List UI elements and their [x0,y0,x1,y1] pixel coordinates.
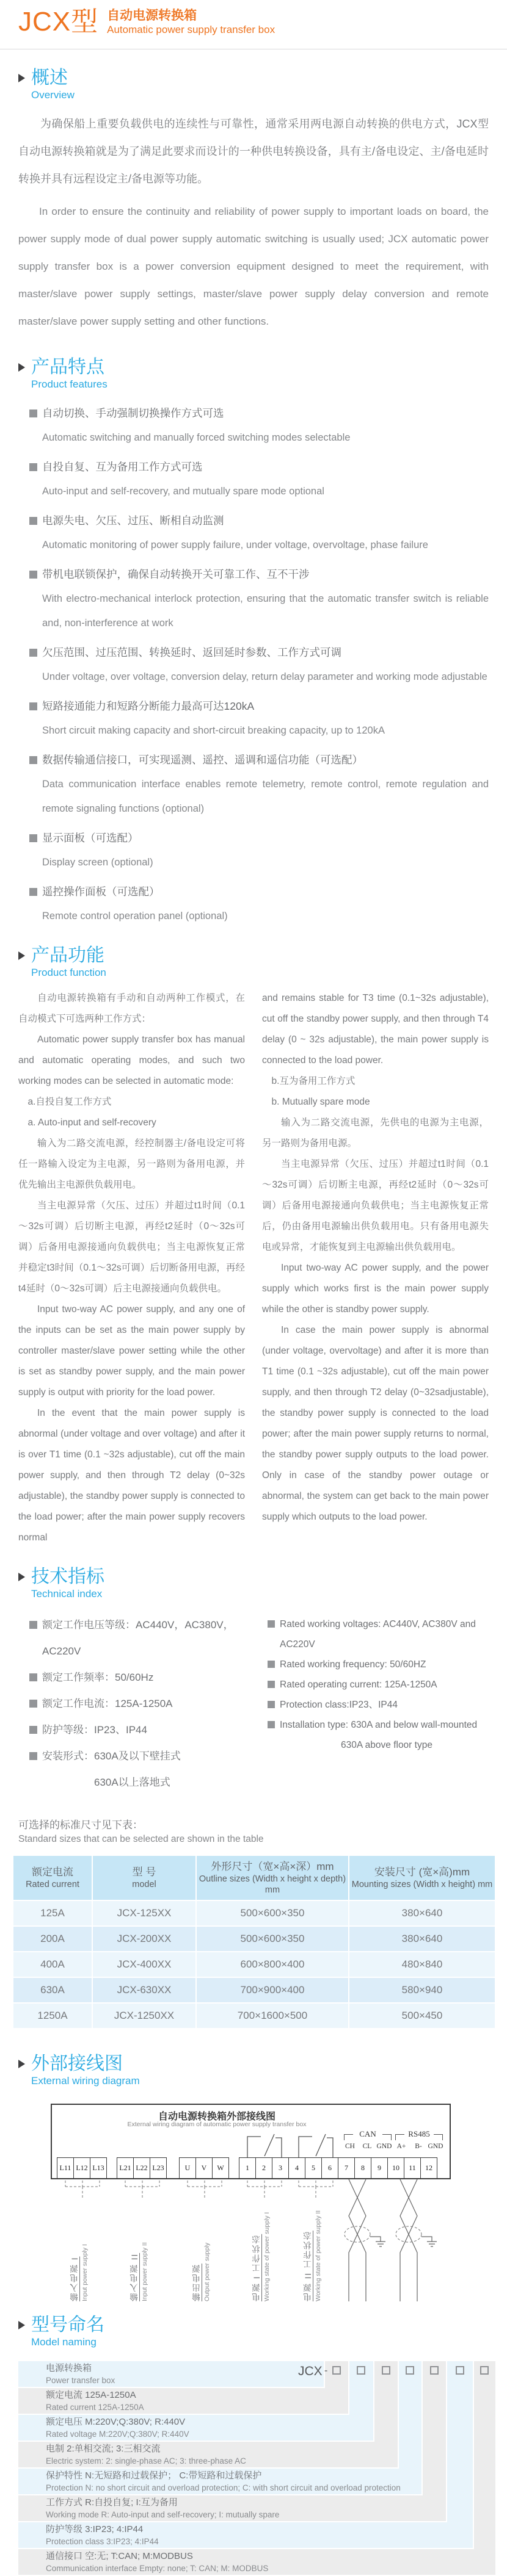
naming-row-cn: 工作方式 R:自投自复; I:互为备用 [46,2497,178,2508]
square-bullet-icon [29,649,37,657]
square-bullet-icon [29,463,37,471]
cell: JCX-400XX [92,1952,196,1977]
group-label-cn: 电源 II 工作状态 [304,2230,313,2301]
group-label-cn: 输入电源 I [70,2256,79,2301]
group-bracket [290,2181,341,2199]
tech-text: 额定工作频率：50/60Hz [42,1672,154,1683]
cell: 600×800×400 [196,1952,349,1977]
group-label-en: Input power supply II [141,2242,148,2301]
group-label-cn: 输入电源 II [130,2253,139,2301]
feature-cn: 欠压范围、过压范围、转换延时、返回延时参数、工作方式可调 [42,646,341,658]
group-bracket [117,2181,168,2199]
terminal: 6 [321,2157,338,2178]
section-title-en: External wiring diagram [31,2075,140,2087]
terminal: 11 [404,2157,421,2178]
cell: 380×640 [349,1900,495,1926]
group-label-state1 [251,2201,272,2301]
section-title-cn: 型号命名 [31,2315,104,2335]
naming-code-box [456,2366,464,2375]
naming-row [46,2389,144,2413]
terminal: 9 [371,2157,388,2178]
function-left-column [18,988,245,1548]
feature-cn: 带机电联锁保护，确保自动转换开关可靠工作、互不干涉 [42,568,310,580]
naming-column [447,2361,473,2522]
feature-en: Under voltage, over voltage, conversion delay, return delay parameter and working mode adjustable [42,671,487,682]
feature-en: Automatic switching and manually forced switching modes selectable [42,432,351,443]
function-paragraph: 输入为二路交流电源，经控制器主/备电设定可将任一路输入设定为主电源，另一路则为备用电源，并优先输出主电源供负载用电。 [18,1138,245,1190]
section-triangle-icon [18,951,25,960]
group-label-en: Working state of power supply II [315,2210,322,2301]
feature-en: Automatic monitoring of power supply failure, under voltage, overvoltage, phase failure [42,539,428,550]
terminal: 3 [272,2157,289,2178]
naming-code-box [430,2366,439,2375]
terminal: L13 [90,2157,107,2178]
cell: 125A [13,1900,92,1926]
cell: 480×840 [349,1952,495,1977]
square-bullet-icon [29,409,37,417]
square-bullet-icon [29,702,37,710]
feature-item [29,879,489,928]
sizes-note-cn: 可选择的标准尺寸见下表： [18,1819,143,1831]
terminal: 10 [387,2157,404,2178]
square-bullet-icon [29,834,37,842]
col-header: 外形尺寸（宽×高×深）mm Outline sizes (Width x height x depth) mm [196,1855,349,1900]
naming-row-cn: 电制 2:单相交流; 3:三相交流 [46,2444,161,2454]
section-function-heading [18,945,507,980]
tech-item [268,1695,487,1715]
table-row [13,1900,495,1926]
cell: JCX-630XX [92,1977,196,2003]
feature-item [29,401,489,450]
cell: 700×1600×500 [196,2003,349,2029]
terminal: 7 [338,2157,355,2178]
cell: 1250A [13,2003,92,2029]
feature-cn: 自动切换、手动强制切换操作方式可选 [42,407,224,419]
tech-item [29,1690,268,1717]
square-bullet-icon [29,1700,37,1708]
function-paragraph: b. Mutually spare mode [271,1097,370,1107]
function-paragraph: 当主电源异常（欠压、过压）并超过t1时间（0.1～32s可调）后切断主电源，再经t2延时（0～32s可调）后备用电源接通向负载供电；当主电源恢复正常并稳定t3时间（0.1～32s可调）后切断备用电源，再经t4延时（0～32s可调）后主电源接通向负载供电。 [18,1200,245,1294]
terminal-group-input1 [57,2157,106,2178]
tech-left-column [29,1612,268,1795]
col-header: 额定电流 Rated current [13,1855,92,1900]
function-paragraph: 输入为二路交流电源，先供电的电源为主电源，另一路则为备用电源。 [262,1117,489,1149]
terminal: L23 [150,2157,167,2178]
product-title-cn: 自动电源转换箱 [107,9,197,23]
pin-label: GND [428,2143,443,2150]
pin-label: CH [345,2143,355,2150]
feature-en: Remote control operation panel (optional) [42,911,228,922]
function-paragraph: Input two-way AC power supply, and any one of the inputs can be set as the main power supply by controller master/slave power setting while the other is set as standby power supply, and the main power supply is output with priority for the load power. [18,1304,245,1398]
naming-row-cn: 额定电流 125A-1250A [46,2390,136,2400]
terminal: L11 [57,2157,74,2178]
naming-row-en: Power transfer box [46,2376,115,2385]
group-label-en: Working state of power supply I [263,2212,271,2301]
tech-item [268,1675,487,1695]
terminal-group-output [179,2157,228,2178]
section-title-en: Model naming [31,2336,97,2348]
section-tech-heading [18,1567,507,1601]
naming-code-box [480,2366,489,2375]
tech-text: 630A above floor type [341,1740,432,1750]
section-features-heading [18,357,507,391]
square-bullet-icon [29,1621,37,1629]
tech-text: Rated working frequency: 50/60HZ [280,1659,426,1670]
feature-item [29,455,489,503]
feature-en: Display screen (optional) [42,857,153,868]
square-bullet-icon [268,1681,275,1688]
tech-item-cont [94,1769,268,1795]
naming-row [46,2415,189,2440]
naming-code-box [357,2366,365,2375]
naming-column [423,2361,446,2495]
pin-label: GND [376,2143,392,2150]
section-triangle-icon [18,363,25,372]
naming-row-en: Communication interface Empty: none; T: CAN; M: MODBUS [46,2564,269,2573]
overview-paragraph-en: In order to ensure the continuity and reliability of power supply to important loads on board, the power supply mode of dual power supply automatic switching is usually used; JCX automatic power supply transfer box is a power conversion equipment designed to meet the requirement, with master/slave power supply settings, master/slave power supply delay conversion and remote master/slave power supply setting and other functions. [18,206,489,327]
naming-column [325,2361,348,2388]
overview-paragraph-cn: 为确保船上重要负载供电的连续性与可靠性，通常采用两电源自动转换的供电方式，JCX型自动电源转换箱就是为了满足此要求而设计的一种供电转换设备，具有主/备电设定、主/备电延时转换并具有远程设定主/备电源等功能。 [18,118,489,185]
square-bullet-icon [29,517,37,525]
terminal: L21 [117,2157,134,2178]
tech-item [268,1715,487,1735]
terminal: 5 [305,2157,322,2178]
square-bullet-icon [29,1726,37,1734]
square-bullet-icon [29,1752,37,1760]
naming-code-box [332,2366,341,2375]
feature-item [29,508,489,557]
diagram-title-cn: 自动电源转换箱外部接线图 [158,2112,275,2122]
group-label-en: Input power supply I [81,2244,89,2301]
tech-text: Rated operating current: 125A-1250A [280,1679,437,1690]
cell: 380×640 [349,1926,495,1952]
cell: JCX-200XX [92,1926,196,1952]
group-bracket [57,2181,108,2199]
feature-item [29,694,489,743]
function-paragraph: In case the main power supply is abnormal (under voltage, overvoltage) and after it is more than T1 time (0.1 ~32s adjustable), cut off the main power supply, and then through T2 delay (0~32sadjustable), the standby power supply is connected to the load power; after the main power supply returns to normal, the standby power supply outputs to the load power. Only in case of the standby power outage or abnormal, the system can get back to the main power supply which outputs to the load power. [262,1325,489,1522]
model-naming-diagram [18,2361,495,2576]
naming-row-en: Electric system: 2: single-phase AC; 3: three-phase AC [46,2456,246,2466]
section-overview-heading [18,68,507,102]
square-bullet-icon [29,1673,37,1681]
group-bracket [239,2181,290,2199]
feature-cn: 遥控操作面板（可选配） [42,886,160,898]
table-row [13,2003,495,2029]
section-wiring-heading [18,2054,507,2088]
feature-en: Short circuit making capacity and short-circuit breaking capacity, up to 120kA [42,725,385,736]
section-title-cn: 外部接线图 [31,2054,123,2074]
tech-item [268,1614,487,1654]
twisted-pair-rs485 [394,2179,449,2304]
function-columns [18,988,489,1548]
naming-dash: - [324,2365,328,2376]
cell: 630A [13,1977,92,2003]
function-paragraph: 当主电源异常（欠压、过压）并超过t1时间（0.1～32s可调）后切断主电源，再经t2延时（0～32s可调）后备用电源接通向负载供电；当主电源恢复正常后，仍由备用电源输出供负载用电。只有备用电源失电或异常，才能恢复到主电源输出供负载用电。 [262,1159,489,1252]
tech-text: Protection class:IP23、IP44 [280,1700,398,1710]
col-header: 安装尺寸 (宽×高)mm Mounting sizes (Width x height) mm [349,1855,495,1900]
cell: JCX-1250XX [92,2003,196,2029]
section-title-en: Overview [31,89,75,101]
feature-cn: 自投自复、互为备用工作方式可选 [42,461,203,473]
cell: 500×450 [349,2003,495,2029]
section-title-cn: 产品功能 [31,945,104,965]
product-titles [107,7,275,37]
product-title-en: Automatic power supply transfer box [107,24,275,35]
cell: 580×940 [349,1977,495,2003]
feature-cn: 电源失电、欠压、过压、断相自动监测 [42,514,224,527]
terminal-group-input2 [117,2157,166,2178]
naming-row-cn: 防护等级 3:IP23; 4:IP44 [46,2524,144,2535]
section-triangle-icon [18,74,25,82]
naming-row-cn: 通信接口 空:无; T:CAN; M:MODBUS [46,2551,193,2561]
square-bullet-icon [268,1721,275,1728]
cell: 500×600×350 [196,1900,349,1926]
function-paragraph: Input two-way AC power supply, and the power supply which works first is the main power supply while the other is standby power supply. [262,1263,489,1315]
page-header [0,0,507,46]
feature-en: Data communication interface enables remote telemetry, remote control, remote regulation and remote signaling functions (optional) [42,779,489,814]
feature-cn: 短路接通能力和短路分断能力最高可达120kA [42,700,255,712]
section-naming-heading [18,2315,507,2349]
naming-row [46,2496,279,2520]
section-title-en: Product function [31,967,106,978]
tech-item [268,1654,487,1675]
terminal: 12 [420,2157,437,2178]
section-title-cn: 产品特点 [31,357,104,377]
naming-row-en: Protection N: no short circuit and overload protection; C: with short circuit and overload protection [46,2483,401,2492]
product-model: JCX型 [18,7,99,37]
group-label-input2 [129,2201,150,2301]
sizes-table [12,1855,496,2029]
terminal: L22 [133,2157,150,2178]
cell: 400A [13,1952,92,1977]
square-bullet-icon [268,1620,275,1628]
group-label-input1 [69,2201,90,2301]
tech-text: 防护等级：IP23、IP44 [42,1724,147,1736]
function-paragraph: and remains stable for T3 time (0.1~32s adjustable), cut off the standby power supply, and then through T4 delay (0 ~ 32s adjustable), the main power supply is connected to the load power. [262,993,489,1066]
square-bullet-icon [268,1661,275,1668]
wiring-diagram-box [51,2104,451,2179]
group-label-output [191,2201,212,2301]
section-title-cn: 技术指标 [31,1567,104,1587]
naming-column [399,2361,421,2469]
naming-prefix: JCX [298,2364,323,2378]
feature-en: Auto-input and self-recovery, and mutually spare mode optional [42,486,324,497]
square-bullet-icon [29,756,37,764]
naming-row-cn: 额定电压 M:220V;Q:380V; R:440V [46,2417,186,2427]
section-title-cn: 概述 [31,68,68,88]
feature-item [29,748,489,821]
cell: 500×600×350 [196,1926,349,1952]
naming-column [474,2361,495,2549]
tech-text: Rated working voltages: AC440V, AC380V and AC220V [280,1619,476,1650]
tech-item [29,1664,268,1690]
naming-row-cn: 电源转换箱 [46,2363,92,2373]
terminal: L12 [73,2157,90,2178]
terminal: 2 [255,2157,272,2178]
tech-columns [29,1612,489,1795]
tech-text: 额定工作电流：125A-1250A [42,1698,173,1709]
feature-list [29,401,489,928]
tech-item [29,1612,268,1664]
terminal: 1 [239,2157,256,2178]
sizes-note-en: Standard sizes that can be selected are shown in the table [18,1834,264,1844]
square-bullet-icon [268,1701,275,1708]
feature-item [29,562,489,635]
naming-code-box [382,2366,390,2375]
section-triangle-icon [18,2321,25,2329]
terminal-group-numbered [239,2157,437,2178]
feature-item [29,826,489,875]
function-paragraph: 自动电源转换箱有手动和自动两种工作模式，在自动模式下可选两种工作方式： [18,993,245,1024]
naming-row [46,2523,159,2547]
function-right-column [262,988,489,1548]
group-label-cn: 电源 I 工作状态 [252,2234,261,2301]
feature-cn: 显示面板（可选配） [42,832,139,844]
terminal: 8 [354,2157,371,2178]
naming-row-en: Protection class 3:IP23; 4:IP44 [46,2537,159,2546]
wiring-diagram [51,2104,451,2305]
group-label-cn: 输出电源 [192,2264,202,2301]
col-header: 型 号 model [92,1855,196,1900]
diagram-title-en: External wiring diagram of automatic power supply transfer box [127,2121,307,2128]
naming-row-en: Rated voltage M:220V;Q:380V; R:440V [46,2430,189,2439]
terminal: U [179,2157,196,2178]
tech-item-cont [341,1735,487,1755]
square-bullet-icon [29,888,37,896]
naming-row [46,2550,268,2574]
section-triangle-icon [18,1573,25,1581]
naming-row [46,2362,115,2386]
can-label: CAN [353,2129,382,2139]
group-label-en: Output power supply [203,2242,211,2301]
cell: 200A [13,1926,92,1952]
tech-item [29,1717,268,1743]
section-title-en: Technical index [31,1588,103,1600]
feature-item [29,640,489,689]
section-title-en: Product features [31,378,108,390]
tech-text: 安装形式：630A及以下壁挂式 [42,1750,181,1762]
pin-label: B- [415,2143,422,2150]
function-paragraph: In the event that the main power supply is abnormal (under voltage and over voltage) and after it is over T1 time (0.1 ~32s adjustable), cut off the main power supply, and then through T2 delay (0~32s adjustable), the standby power supply is connected to the load power; after the main power supply recovers normal [18,1408,245,1543]
naming-row [46,2469,401,2494]
rs485-label: RS485 [404,2129,434,2139]
naming-row-en: Working mode R: Auto-input and self-recovery; I: mutually spare [46,2510,280,2519]
table-row [13,1977,495,2003]
naming-code-box [406,2366,414,2375]
feature-cn: 数据传输通信接口，可实现遥测、遥控、遥调和遥信功能（可选配） [42,754,363,766]
terminal: V [195,2157,213,2178]
tech-text: Installation type: 630A and below wall-mounted [280,1720,478,1730]
group-label-state2 [302,2201,323,2301]
naming-row [46,2442,246,2467]
cell: 700×900×400 [196,1977,349,2003]
function-paragraph: a.自投自复工作方式 [27,1097,112,1107]
cell: JCX-125XX [92,1900,196,1926]
tech-item [29,1743,268,1769]
function-paragraph: b.互为备用工作方式 [271,1076,356,1086]
terminal: W [212,2157,229,2178]
section-triangle-icon [18,2060,25,2068]
pin-label: CL [362,2143,372,2150]
twisted-pair-can [343,2179,398,2304]
contact-symbols [52,2130,450,2157]
table-header-row [13,1855,495,1900]
square-bullet-icon [29,571,37,579]
group-bracket [179,2181,230,2199]
pin-label: A+ [396,2143,406,2150]
tech-right-column [268,1612,487,1795]
table-row [13,1926,495,1952]
terminal: 4 [288,2157,305,2178]
table-row [13,1952,495,1977]
naming-row-en: Rated current 125A-1250A [46,2403,144,2412]
function-paragraph: a. Auto-input and self-recovery [27,1117,156,1128]
feature-en: With electro-mechanical interlock protection, ensuring that the automatic transfer switch is reliable and, non-interference at work [42,593,489,629]
function-paragraph: Automatic power supply transfer box has manual and automatic operating modes, and such two working modes can be selected in automatic mode: [18,1034,245,1086]
wiring-lower-area [51,2179,451,2306]
tech-text: 630A以上落地式 [94,1777,170,1788]
tech-text: 额定工作电压等级：AC440V，AC380V，AC220V [42,1619,234,1657]
terminal-strip [52,2157,450,2178]
naming-row-cn: 保护特性 N:无短路和过载保护； C:带短路和过载保护 [46,2470,262,2481]
